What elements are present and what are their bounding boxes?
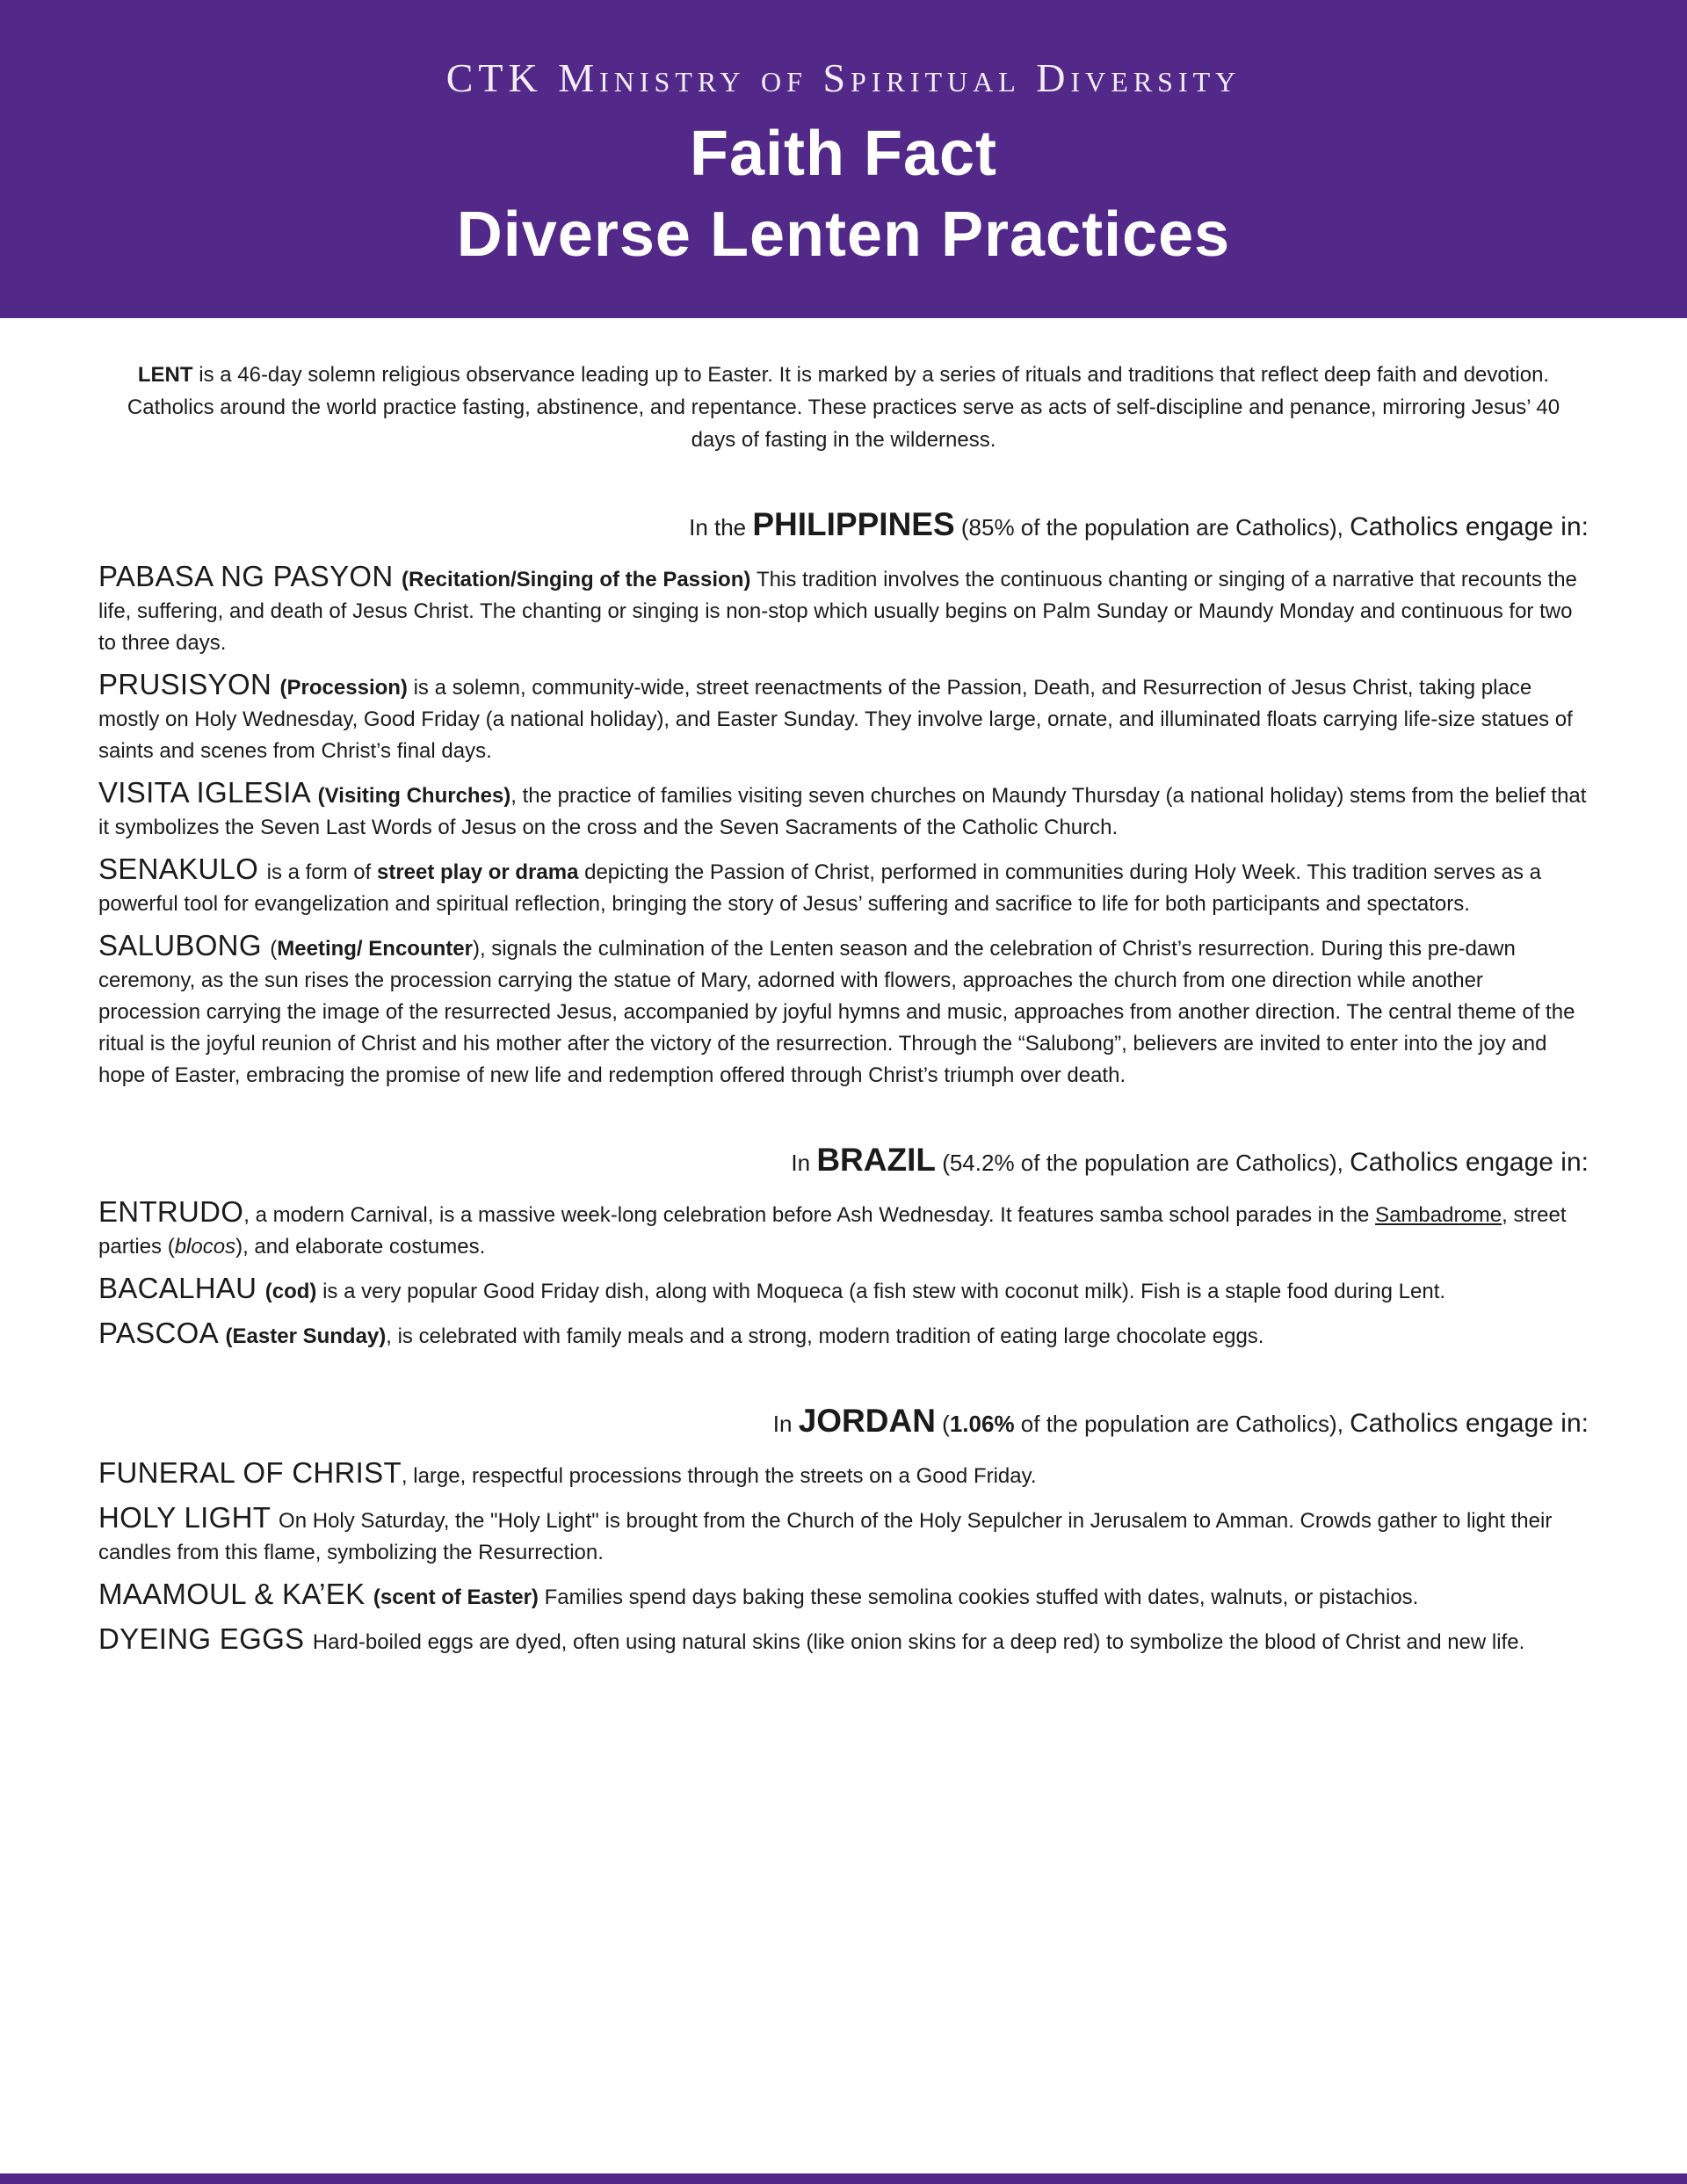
text-run-hnormal: In bbox=[772, 1411, 799, 1437]
text-run-hengage: Catholics engage in: bbox=[1350, 512, 1589, 541]
text-run-term: PABASA NG PASYON bbox=[98, 560, 402, 592]
section-heading-philippines bbox=[98, 504, 1589, 548]
text-run-term: VISITA IGLESIA bbox=[98, 776, 318, 809]
text-run-term: MAAMOUL & KA’EK bbox=[98, 1578, 373, 1610]
text-run-bold: LENT bbox=[137, 363, 193, 387]
text-run-term: PRUSISYON bbox=[98, 668, 280, 700]
text-run-hbig: PHILIPPINES bbox=[752, 506, 955, 542]
text-run-bold: (scent of Easter) bbox=[373, 1585, 539, 1609]
entry-prusisyon bbox=[98, 669, 1589, 767]
text-run-hnormal: ( bbox=[935, 1411, 950, 1437]
header-banner bbox=[0, 0, 1687, 318]
text-run-hbold: 1.06% bbox=[949, 1411, 1015, 1437]
section-jordan bbox=[98, 1400, 1589, 1658]
text-run-normal: , street parties ( bbox=[98, 1203, 1567, 1259]
entry-senakulo bbox=[98, 853, 1589, 920]
section-brazil bbox=[98, 1139, 1589, 1353]
text-run-normal: This tradition involves the continuous chanting or singing of a narrative that recounts the life, suffering, and death of Jesus Christ. The chanting or singing is non-stop which usually begins on Palm Sunday or Maundy Monday and continuous for two to three days. bbox=[98, 568, 1577, 655]
entry-bacalhau bbox=[98, 1273, 1589, 1308]
text-run-normal: Hard-boiled eggs are dyed, often using natural skins (like onion skins for a deep red) to symbolize the blood of Christ and new life. bbox=[312, 1630, 1525, 1654]
footer-bar bbox=[0, 2173, 1687, 2184]
text-run-term: PASCOA bbox=[98, 1317, 226, 1349]
text-run-normal: , the practice of families visiting seven churches on Maundy Thursday (a national holiday) stems from the belief that it symbolizes the Seven Last Words of Jesus on the cross and the Seven Sacraments of the Catholic Church. bbox=[98, 784, 1587, 839]
text-run-bold: (Easter Sunday) bbox=[225, 1324, 387, 1348]
entry-holy-light bbox=[98, 1502, 1589, 1569]
text-run-normal: is a form of bbox=[266, 860, 377, 884]
text-run-hnormal: of the population are Catholics), bbox=[1014, 1411, 1350, 1437]
text-run-hnormal: (54.2% of the population are Catholics), bbox=[935, 1150, 1350, 1176]
ministry-name: CTK Ministry of Spiritual Diversity bbox=[445, 55, 1242, 100]
text-run-term: DYEING EGGS bbox=[98, 1622, 313, 1655]
text-run-normal: Families spend days baking these semolina cookies stuffed with dates, walnuts, or pistachios. bbox=[538, 1585, 1419, 1609]
entry-dyeing-eggs bbox=[98, 1623, 1589, 1658]
entry-pascoa bbox=[98, 1317, 1589, 1353]
sections-container bbox=[98, 504, 1589, 1658]
text-run-term: SENAKULO bbox=[98, 853, 267, 885]
section-philippines bbox=[98, 504, 1589, 1092]
entry-visita-iglesia bbox=[98, 777, 1589, 844]
text-run-hbig: JORDAN bbox=[798, 1403, 936, 1439]
text-run-normal: On Holy Saturday, the "Holy Light" is brought from the Church of the Holy Sepulcher in Jerusalem to Amman. Crowds gather to light their candles from this flame, symbolizing the Resurrection. bbox=[98, 1509, 1553, 1564]
text-run-bold: Meeting/ Encounter bbox=[277, 937, 473, 961]
text-run-underline: Sambadrome bbox=[1375, 1203, 1502, 1227]
text-run-normal: , large, respectful processions through the streets on a Good Friday. bbox=[401, 1464, 1037, 1488]
entry-funeral-of-christ bbox=[98, 1457, 1589, 1492]
text-run-normal: ( bbox=[270, 937, 278, 961]
text-run-normal: , a modern Carnival, is a massive week-long celebration before Ash Wednesday. It features samba school parades in the bbox=[243, 1203, 1376, 1227]
text-run-bold: (Recitation/Singing of the Passion) bbox=[402, 568, 757, 591]
text-run-normal: is a solemn, community-wide, street reenactments of the Passion, Death, and Resurrection of Jesus Christ, taking place mostly on Holy Wednesday, Good Friday (a national holiday), and Easter Sunday. They involve large, ornate, and illuminated floats carrying life-size statues of saints and scenes from Christ’s final days. bbox=[98, 676, 1573, 763]
document-title-line1: Faith Fact bbox=[689, 119, 998, 189]
text-run-bold: (Visiting Churches) bbox=[317, 784, 511, 808]
document-title bbox=[0, 113, 1687, 275]
text-run-normal: ), and elaborate costumes. bbox=[235, 1235, 486, 1259]
section-heading-jordan bbox=[98, 1400, 1589, 1445]
text-run-term: FUNERAL OF CHRIST bbox=[98, 1456, 402, 1489]
text-run-normal: is a very popular Good Friday dish, along with Moqueca (a fish stew with coconut milk). Fish is a staple food during Lent. bbox=[316, 1280, 1446, 1303]
text-run-term: SALUBONG bbox=[98, 929, 271, 961]
text-run-hengage: Catholics engage in: bbox=[1350, 1409, 1589, 1438]
entry-entrudo bbox=[98, 1196, 1589, 1263]
text-run-term: BACALHAU bbox=[98, 1272, 265, 1304]
text-run-normal: , is celebrated with family meals and a strong, modern tradition of eating large chocolate eggs. bbox=[386, 1324, 1264, 1348]
entry-maamoul-ka-ek bbox=[98, 1578, 1589, 1614]
entry-pabasa-ng-pasyon bbox=[98, 561, 1589, 659]
section-heading-brazil bbox=[98, 1139, 1589, 1184]
text-run-hnormal: In the bbox=[689, 514, 753, 541]
entry-salubong bbox=[98, 930, 1589, 1092]
text-run-hengage: Catholics engage in: bbox=[1350, 1148, 1589, 1177]
document-title-line2: Diverse Lenten Practices bbox=[456, 200, 1231, 270]
text-run-hnormal: In bbox=[791, 1150, 817, 1176]
text-run-term: HOLY LIGHT bbox=[98, 1501, 279, 1534]
text-run-bold: (Procession) bbox=[279, 676, 408, 700]
text-run-normal: is a 46-day solemn religious observance leading up to Easter. It is marked by a series of rituals and traditions that reflect deep faith and devotion. Catholics around the world practice fasting, abstinence, and repentance. These practices serve as acts of self-discipline and penance, mirroring Jesus’ 40 days of fasting in the wilderness. bbox=[127, 363, 1560, 452]
text-run-hnormal: (85% of the population are Catholics), bbox=[954, 514, 1350, 541]
text-run-bold: street play or drama bbox=[376, 860, 579, 884]
document-body bbox=[0, 359, 1687, 1658]
intro-paragraph bbox=[119, 359, 1568, 456]
text-run-term: ENTRUDO bbox=[98, 1195, 244, 1228]
text-run-italic: blocos bbox=[174, 1235, 236, 1259]
text-run-normal: depicting the Passion of Christ, performed in communities during Holy Week. This tradition serves as a powerful tool for evangelization and spiritual reflection, bringing the story of Jesus’ suffering and sacrifice to life for both participants and spectators. bbox=[98, 860, 1542, 916]
text-run-hbig: BRAZIL bbox=[816, 1142, 936, 1178]
text-run-bold: (cod) bbox=[264, 1280, 317, 1303]
text-run-normal: ), signals the culmination of the Lenten season and the celebration of Christ’s resurrection. During this pre-dawn ceremony, as the sun rises the procession carrying the statue of Mary, adorned with flowers, approaches the church from one direction while another procession carrying the image of the resurrected Jesus, accompanied by joyful hymns and music, approaches from another direction. The central theme of the ritual is the joyful reunion of Christ and his mother after the victory of the resurrection. Through the “Salubong”, believers are invited to enter into the joy and hope of Easter, embracing the promise of new life and redemption offered through Christ’s triumph over death. bbox=[98, 937, 1575, 1087]
